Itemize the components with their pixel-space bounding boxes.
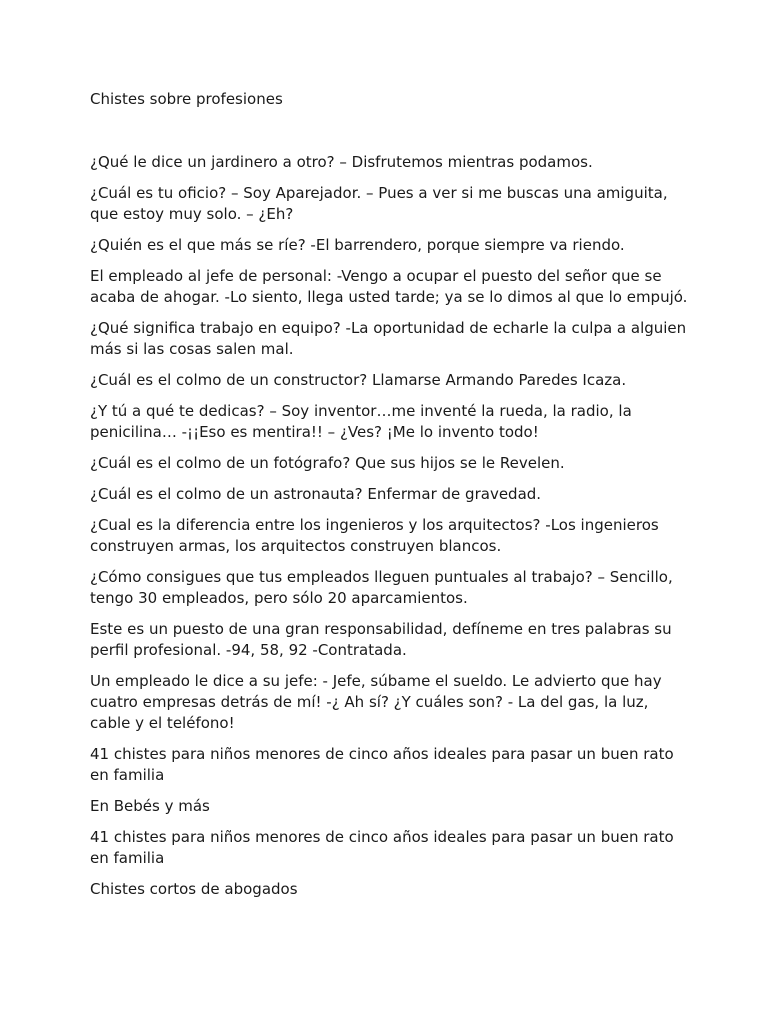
document-page — [90, 89, 690, 910]
paragraph: 41 chistes para niños menores de cinco años ideales para pasar un buen rato en familia — [90, 828, 674, 867]
paragraph: Un empleado le dice a su jefe: - Jefe, súbame el sueldo. Le advierto que hay cuatro empresas detrás de mí! -¿ Ah sí? ¿Y cuáles son? - La del gas, la luz, cable y el teléfono! — [90, 672, 662, 732]
paragraph: Chistes cortos de abogados — [90, 880, 298, 898]
paragraph: ¿Cuál es el colmo de un astronauta? Enfermar de gravedad. — [90, 485, 542, 503]
paragraph: ¿Quién es el que más se ríe? -El barrendero, porque siempre va riendo. — [90, 236, 625, 254]
paragraph: El empleado al jefe de personal: -Vengo a ocupar el puesto del señor que se acaba de ahogar. -Lo siento, llega usted tarde; ya se lo dimos al que lo empujó. — [90, 267, 688, 306]
paragraph: ¿Cual es la diferencia entre los ingenieros y los arquitectos? -Los ingenieros construyen armas, los arquitectos construyen blancos. — [90, 516, 659, 555]
paragraph: ¿Qué significa trabajo en equipo? -La oportunidad de echarle la culpa a alguien más si las cosas salen mal. — [90, 319, 687, 358]
paragraph: ¿Cuál es el colmo de un constructor? Llamarse Armando Paredes Icaza. — [90, 371, 627, 389]
paragraph: Este es un puesto de una gran responsabilidad, defíneme en tres palabras su perfil profesional. -94, 58, 92 -Contratada. — [90, 620, 672, 659]
paragraph: ¿Cuál es el colmo de un fotógrafo? Que sus hijos se le Revelen. — [90, 454, 565, 472]
paragraph: En Bebés y más — [90, 797, 210, 815]
paragraph: ¿Y tú a qué te dedicas? – Soy inventor…me inventé la rueda, la radio, la penicilina… -¡¡Eso es mentira!! – ¿Ves? ¡Me lo invento todo! — [90, 402, 632, 441]
document-title: Chistes sobre profesiones — [90, 90, 283, 108]
paragraph: ¿Cómo consigues que tus empleados lleguen puntuales al trabajo? – Sencillo, tengo 30 empleados, pero sólo 20 aparcamientos. — [90, 568, 673, 607]
paragraph: ¿Cuál es tu oficio? – Soy Aparejador. – Pues a ver si me buscas una amiguita, que estoy muy solo. – ¿Eh? — [90, 184, 668, 223]
paragraph: 41 chistes para niños menores de cinco años ideales para pasar un buen rato en familia — [90, 745, 674, 784]
paragraph: ¿Qué le dice un jardinero a otro? – Disfrutemos mientras podamos. — [90, 153, 593, 171]
